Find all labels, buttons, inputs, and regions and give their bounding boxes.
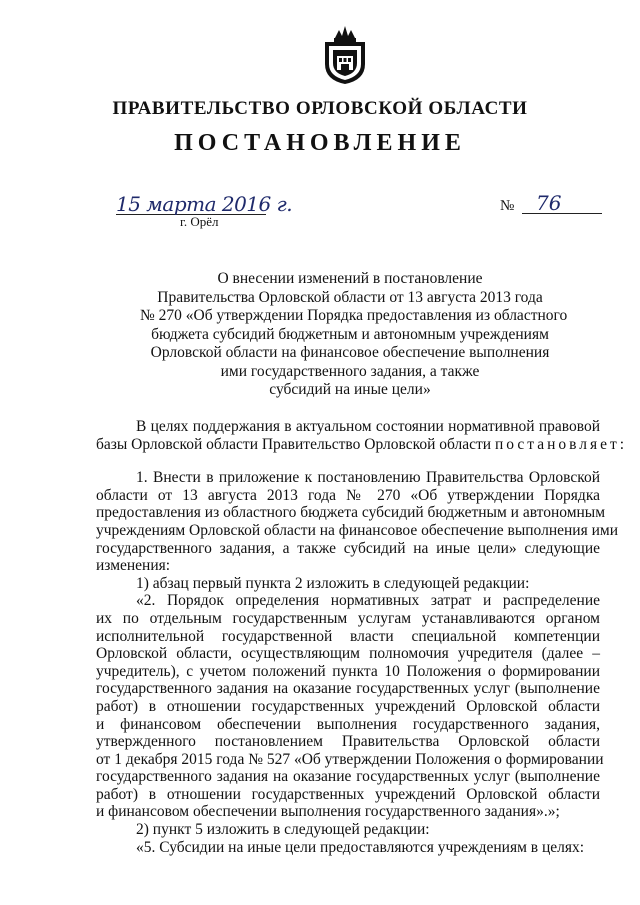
resolves-word: постановляет: (494, 435, 628, 453)
clause-line: предоставления из областного бюджета субсидий бюджетным и автономным (96, 504, 606, 522)
preamble (96, 418, 628, 453)
document-subject (140, 270, 568, 400)
number-label: № (500, 198, 515, 214)
clause-line: 1. Внести в приложение к постановлению Правительства Орловской (136, 469, 600, 487)
quote-line: государственного задания на оказание государственных услуг (выполнение (96, 680, 600, 698)
quote-line: утвержденного постановлением Правительства Орловской области (96, 733, 600, 751)
item-2-intro: 2) пункт 5 изложить в следующей редакции: (136, 821, 430, 839)
document-type: ПОСТАНОВЛЕНИЕ (174, 130, 466, 156)
handwritten-date: 15 марта 2016 г. (116, 192, 293, 216)
clause-line: изменения: (96, 557, 171, 575)
clause-line: государственного задания, а также субсидий на иные цели» следующие (96, 539, 600, 557)
document-body (96, 418, 628, 856)
subject-line: Орловской области на финансовое обеспечение выполнения (150, 344, 550, 361)
quote-line: Орловской области, осуществляющим полномочия учредителя (далее – (96, 645, 600, 663)
quote-line: работ) в отношении государственных учреждений Орловской области (96, 785, 600, 803)
quote-line: их по отдельным государственным услугам устанавливаются органом (96, 609, 600, 627)
subject-line: № 270 «Об утверждении Порядка предоставления из областного (140, 307, 568, 324)
subject-line: ими государственного задания, а также (220, 362, 480, 380)
city-label: г. Орёл (180, 214, 219, 229)
handwritten-number: 76 (536, 191, 562, 215)
quote-line: государственного задания на оказание государственных услуг (выполнение (96, 768, 600, 786)
quote-line: исполнительной государственной власти специальной компетенции (96, 627, 600, 645)
subject-line: бюджета субсидий бюджетным и автономным учреждениям (151, 325, 549, 343)
preamble-line (96, 435, 628, 454)
clause-line: области от 13 августа 2013 года № 270 «Об утверждении Порядка (96, 486, 600, 504)
clause-line: учреждениям Орловской области на финансовое обеспечение выполнения ими (96, 521, 618, 539)
subject-line: О внесении изменений в постановление (217, 270, 483, 287)
quote-line: работ) в отношении государственных учреждений Орловской области (96, 697, 600, 715)
quote-line: учредитель), с учетом положений пункта 10 Положения о формировании (96, 662, 600, 680)
item-2-quote: «5. Субсидии на иные цели предоставляются учреждениям в целях: (136, 838, 585, 856)
subject-line: субсидий на иные цели» (269, 381, 431, 398)
preamble-line: В целях поддержания в актуальном состоянии нормативной правовой (136, 418, 600, 435)
quote-line: от 1 декабря 2015 года № 527 «Об утверждении Положения о формировании (96, 750, 604, 768)
paragraph-gap (96, 453, 600, 469)
coat-of-arms-icon (321, 24, 369, 86)
quote-line: «2. Порядок определения нормативных затрат и распределение (136, 592, 600, 610)
clause-1 (96, 469, 618, 856)
quote-line: и финансовом обеспечении выполнения государственного задания, (96, 715, 600, 733)
number-underline (522, 197, 602, 214)
subject-line: Правительства Орловской области от 13 августа 2013 года (157, 288, 543, 306)
government-title: ПРАВИТЕЛЬСТВО ОРЛОВСКОЙ ОБЛАСТИ (112, 98, 528, 119)
preamble-text: базы Орловской области Правительство Орловской области (96, 435, 495, 453)
quote-line: и финансовом обеспечении выполнения государственного задания».»; (96, 803, 560, 821)
item-1-intro: 1) абзац первый пункта 2 изложить в следующей редакции: (136, 574, 530, 592)
